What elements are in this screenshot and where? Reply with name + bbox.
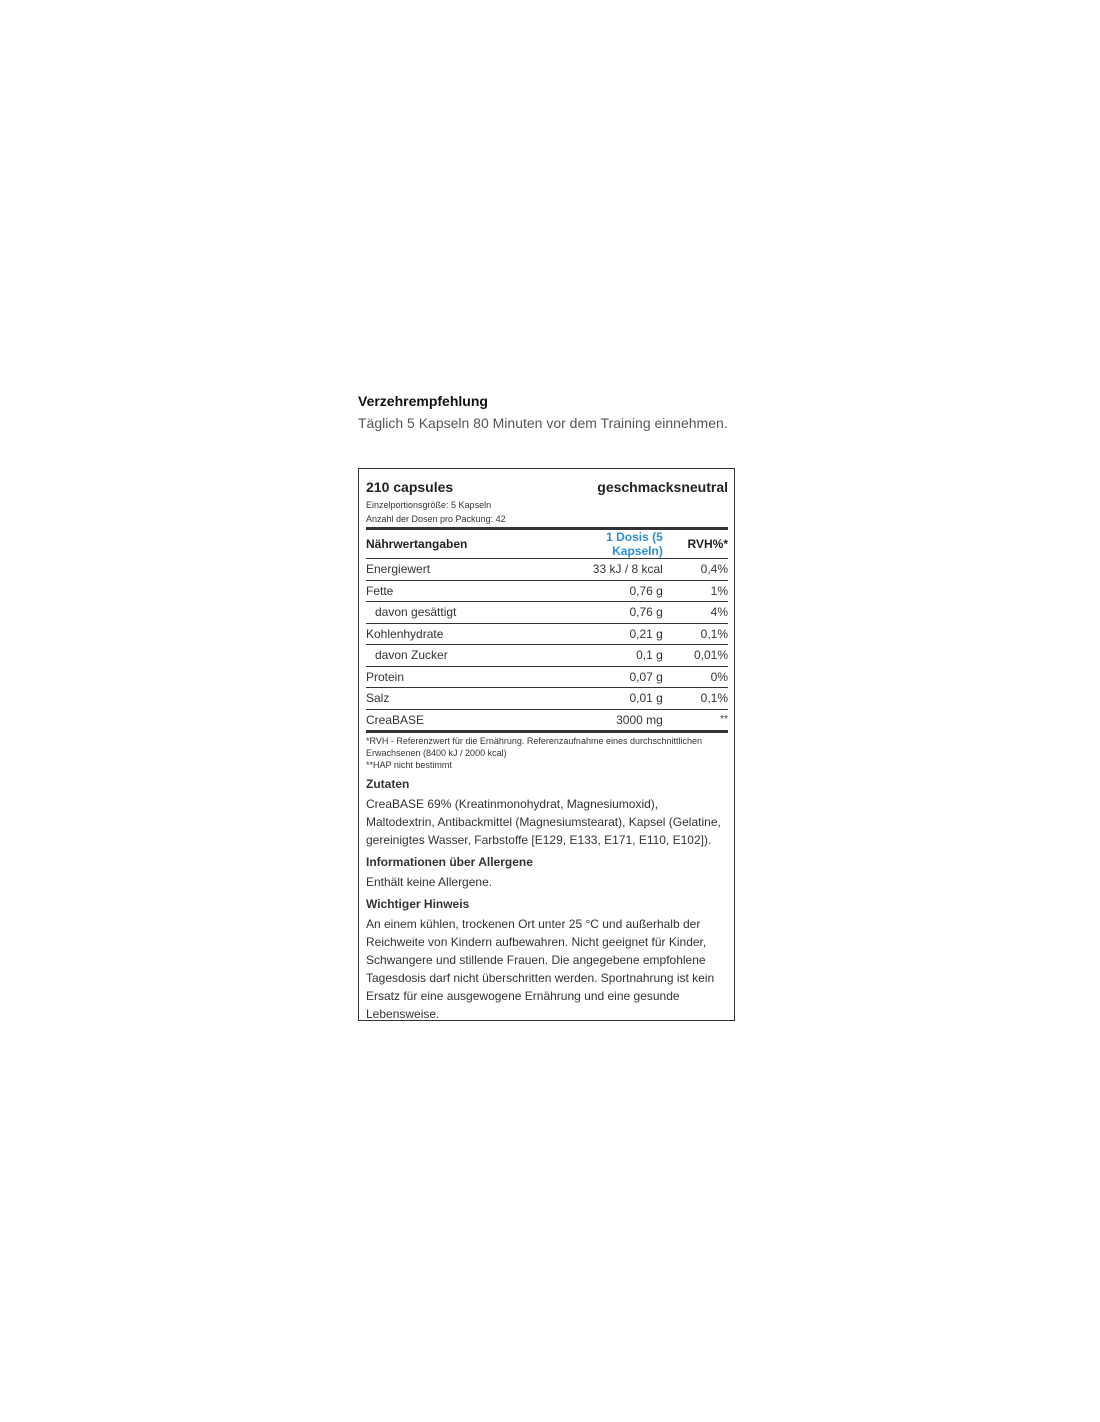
nutrition-table bbox=[366, 527, 728, 733]
table-row bbox=[366, 645, 728, 667]
table-row bbox=[366, 559, 728, 581]
notice-text: An einem kühlen, trockenen Ort unter 25 °C und außerhalb der Reichweite von Kindern aufbewahren. Nicht geeignet für Kinder, Schwangere und stillende Frauen. Die angegebene empfohlene Tagesdosis darf nicht überschritten werden. Sportnahrung ist kein Ersatz für eine ausgewogene Ernährung und eine gesunde Lebensweise. bbox=[366, 917, 715, 1021]
allergens-title: Informationen über Allergene bbox=[366, 855, 533, 869]
table-row bbox=[366, 602, 728, 624]
table-row bbox=[366, 580, 728, 602]
table-row bbox=[366, 709, 728, 732]
nutrient-amount: 0,21 g bbox=[569, 623, 663, 645]
usage-text: Täglich 5 Kapseln 80 Minuten vor dem Training einnehmen. bbox=[358, 415, 728, 431]
notice-title: Wichtiger Hinweis bbox=[366, 897, 470, 911]
product-flavor: geschmacksneutral bbox=[597, 479, 728, 495]
nutrition-label bbox=[358, 468, 735, 1021]
nutrient-amount: 33 kJ / 8 kcal bbox=[569, 559, 663, 581]
nutrient-rvh: 0,01% bbox=[663, 645, 728, 667]
nutrient-name: Fette bbox=[366, 580, 569, 602]
nutrient-name: Salz bbox=[366, 688, 569, 710]
servings-per-pack: Anzahl der Dosen pro Packung: 42 bbox=[366, 514, 506, 524]
table-row bbox=[366, 688, 728, 710]
header-amount: 1 Dosis (5 Kapseln) bbox=[569, 529, 663, 559]
footnote-hap: **HAP nicht bestimmt bbox=[366, 760, 452, 770]
header-name: Nährwertangaben bbox=[366, 529, 569, 559]
nutrient-rvh: 0% bbox=[663, 666, 728, 688]
product-size: 210 capsules bbox=[366, 479, 454, 495]
header-rvh: RVH%* bbox=[663, 529, 728, 559]
footnote-rvh: *RVH - Referenzwert für die Ernährung. Referenzaufnahme eines durchschnittlichen Erwachsenen (8400 kJ / 2000 kcal) bbox=[366, 736, 703, 758]
nutrient-name: Energiewert bbox=[366, 559, 569, 581]
ingredients-text: CreaBASE 69% (Kreatinmonohydrat, Magnesiumoxid), Maltodextrin, Antibackmittel (Magnesiumstearat), Kapsel (Gelatine, gereinigtes Wasser, Farbstoffe [E129, E133, E171, E110, E102]). bbox=[366, 797, 721, 847]
nutrient-rvh: 1% bbox=[663, 580, 728, 602]
nutrient-name: Kohlenhydrate bbox=[366, 623, 569, 645]
nutrient-rvh: 0,4% bbox=[663, 559, 728, 581]
allergens-text: Enthält keine Allergene. bbox=[366, 875, 493, 889]
nutrient-name: davon Zucker bbox=[366, 645, 569, 667]
nutrient-amount: 0,76 g bbox=[569, 602, 663, 624]
nutrient-name: davon gesättigt bbox=[366, 602, 569, 624]
nutrient-rvh: ** bbox=[720, 714, 728, 726]
nutrient-amount: 0,07 g bbox=[569, 666, 663, 688]
footnotes bbox=[366, 735, 728, 771]
nutrient-amount: 0,76 g bbox=[569, 580, 663, 602]
nutrient-amount: 3000 mg bbox=[616, 712, 663, 727]
ingredients-title: Zutaten bbox=[366, 777, 410, 791]
serving-size: Einzelportionsgröße: 5 Kapseln bbox=[366, 500, 492, 510]
label-header bbox=[366, 479, 728, 495]
nutrient-amount: 0,1 g bbox=[569, 645, 663, 667]
nutrient-rvh: 0,1% bbox=[663, 688, 728, 710]
nutrient-name: Protein bbox=[366, 666, 569, 688]
usage-section bbox=[358, 392, 758, 432]
nutrient-name: CreaBASE bbox=[366, 712, 425, 727]
nutrient-rvh: 4% bbox=[663, 602, 728, 624]
table-row bbox=[366, 623, 728, 645]
nutrient-amount: 0,01 g bbox=[569, 688, 663, 710]
table-row bbox=[366, 666, 728, 688]
nutrient-rvh: 0,1% bbox=[663, 623, 728, 645]
usage-title: Verzehrempfehlung bbox=[358, 393, 488, 409]
nutrition-table-header bbox=[366, 529, 728, 559]
